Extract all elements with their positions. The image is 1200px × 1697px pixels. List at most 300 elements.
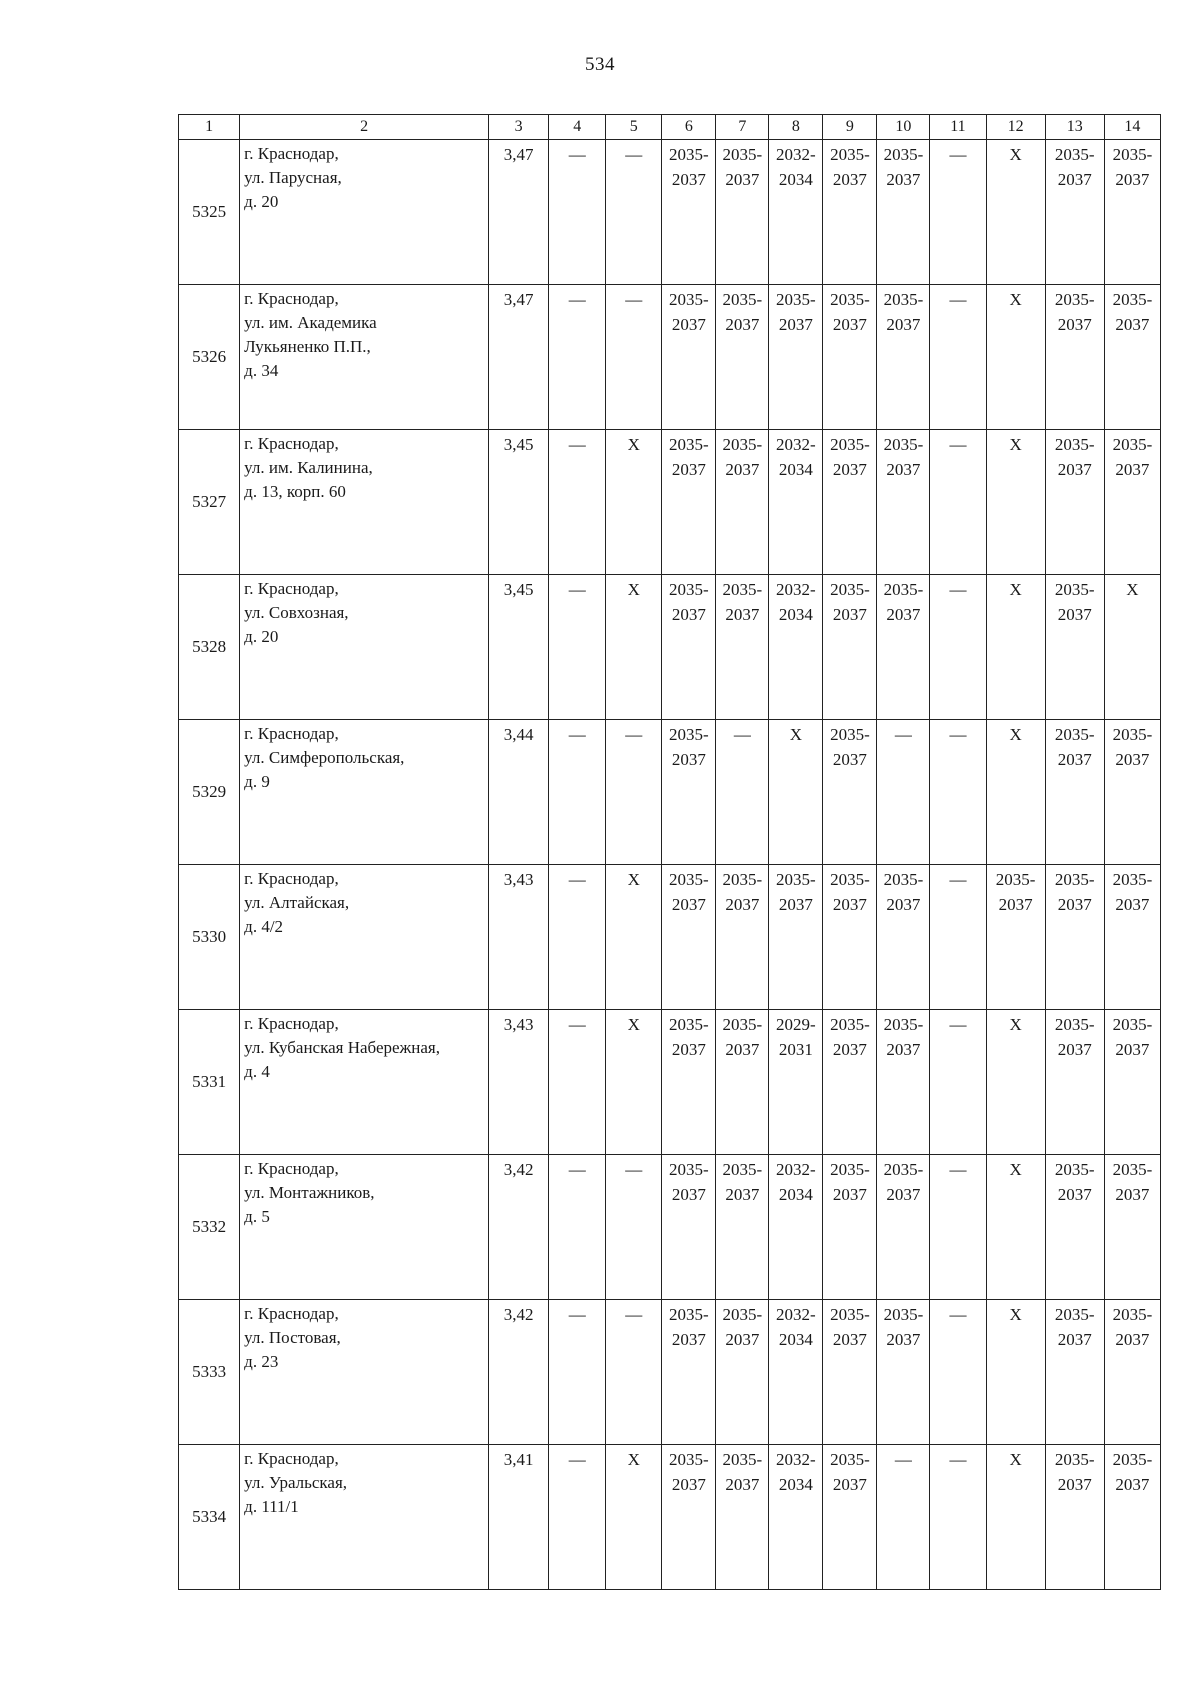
address-line: ул. Монтажников, xyxy=(244,1183,375,1202)
year-range: 2035- 2037 xyxy=(883,580,924,624)
dash-mark: — xyxy=(949,1305,967,1324)
address-line: д. 23 xyxy=(244,1352,279,1371)
value-cell xyxy=(488,720,548,865)
value-cell xyxy=(986,285,1045,430)
year-range: 2035- 2037 xyxy=(776,870,816,914)
row-number: 5329 xyxy=(179,720,240,865)
x-mark: Х xyxy=(1009,580,1022,599)
x-mark: Х xyxy=(1009,725,1022,744)
value-cell xyxy=(930,1010,986,1155)
value-cell xyxy=(769,1445,823,1590)
value-cell xyxy=(986,720,1045,865)
value-cell xyxy=(716,720,769,865)
value-cell xyxy=(716,140,769,285)
table-row xyxy=(179,430,1161,575)
value-cell xyxy=(1104,140,1160,285)
value-cell xyxy=(488,1445,548,1590)
address-line: г. Краснодар, xyxy=(244,869,339,888)
x-mark: Х xyxy=(789,725,803,744)
value-cell xyxy=(986,1010,1045,1155)
value-cell xyxy=(606,865,662,1010)
value-cell xyxy=(1104,285,1160,430)
value-cell xyxy=(823,140,877,285)
value-cell xyxy=(930,575,986,720)
value-cell xyxy=(549,1445,606,1590)
value-cell xyxy=(662,140,716,285)
column-number: 12 xyxy=(986,115,1045,140)
value-cell xyxy=(488,430,548,575)
value-text: 3,47 xyxy=(503,290,534,309)
value-cell xyxy=(662,1010,716,1155)
dash-mark: — xyxy=(568,145,586,164)
address-cell xyxy=(240,575,489,720)
x-mark: Х xyxy=(1009,290,1022,309)
value-cell xyxy=(549,1010,606,1155)
year-range: 2035- 2037 xyxy=(830,1160,870,1204)
value-cell xyxy=(769,1300,823,1445)
table-row xyxy=(179,575,1161,720)
x-mark: Х xyxy=(627,870,640,889)
address-line: д. 13, корп. 60 xyxy=(244,482,346,501)
dash-mark: — xyxy=(568,725,586,744)
value-text: 3,42 xyxy=(503,1305,534,1324)
year-range: 2035- 2037 xyxy=(1112,145,1153,189)
value-cell xyxy=(662,865,716,1010)
value-cell xyxy=(1045,1010,1104,1155)
value-cell xyxy=(769,430,823,575)
address-cell xyxy=(240,1010,489,1155)
value-cell xyxy=(716,1445,769,1590)
year-range: 2035- 2037 xyxy=(668,725,709,769)
value-cell xyxy=(930,865,986,1010)
column-number: 2 xyxy=(240,115,489,140)
year-range: 2035- 2037 xyxy=(995,870,1036,914)
value-cell xyxy=(1104,720,1160,865)
value-cell xyxy=(1045,1155,1104,1300)
x-mark: Х xyxy=(1009,1015,1022,1034)
value-cell xyxy=(716,1010,769,1155)
value-cell xyxy=(877,1155,930,1300)
table-row xyxy=(179,140,1161,285)
value-cell xyxy=(662,575,716,720)
value-cell xyxy=(1045,1445,1104,1590)
address-line: ул. Кубанская Набережная, xyxy=(244,1038,440,1057)
year-range: 2035- 2037 xyxy=(830,145,870,189)
value-cell xyxy=(823,1300,877,1445)
year-range: 2035- 2037 xyxy=(1112,1450,1153,1494)
x-mark: Х xyxy=(627,435,640,454)
column-number: 10 xyxy=(877,115,930,140)
address-cell xyxy=(240,140,489,285)
year-range: 2035- 2037 xyxy=(668,870,709,914)
year-range: 2035- 2037 xyxy=(1054,1305,1095,1349)
year-range: 2035- 2037 xyxy=(883,145,924,189)
dash-mark: — xyxy=(625,145,643,164)
year-range: 2029- 2031 xyxy=(776,1015,816,1059)
address-cell xyxy=(240,720,489,865)
year-range: 2035- 2037 xyxy=(722,1450,763,1494)
value-cell xyxy=(1045,140,1104,285)
x-mark: Х xyxy=(1009,435,1022,454)
value-cell xyxy=(488,140,548,285)
value-cell xyxy=(986,140,1045,285)
address-line: г. Краснодар, xyxy=(244,579,339,598)
year-range: 2035- 2037 xyxy=(722,870,763,914)
value-cell xyxy=(877,1300,930,1445)
row-number: 5326 xyxy=(179,285,240,430)
value-cell xyxy=(662,1155,716,1300)
year-range: 2035- 2037 xyxy=(883,1015,924,1059)
year-range: 2035- 2037 xyxy=(1054,870,1095,914)
value-cell xyxy=(488,1155,548,1300)
column-number: 4 xyxy=(549,115,606,140)
column-number-row xyxy=(179,115,1161,140)
address-line: г. Краснодар, xyxy=(244,1304,339,1323)
value-cell xyxy=(823,1010,877,1155)
value-text: 3,45 xyxy=(503,580,534,599)
value-cell xyxy=(769,285,823,430)
row-number: 5325 xyxy=(179,140,240,285)
year-range: 2035- 2037 xyxy=(883,1305,924,1349)
table-row xyxy=(179,1010,1161,1155)
address-cell xyxy=(240,865,489,1010)
value-text: 3,47 xyxy=(503,145,534,164)
address-cell xyxy=(240,1300,489,1445)
x-mark: Х xyxy=(627,580,640,599)
address-line: г. Краснодар, xyxy=(244,1159,339,1178)
year-range: 2035- 2037 xyxy=(883,870,924,914)
value-cell xyxy=(716,575,769,720)
address-line: ул. Алтайская, xyxy=(244,893,350,912)
value-cell xyxy=(606,1010,662,1155)
year-range: 2032- 2034 xyxy=(776,1450,816,1494)
value-cell xyxy=(986,430,1045,575)
value-cell xyxy=(549,1300,606,1445)
value-cell xyxy=(488,865,548,1010)
value-text: 3,43 xyxy=(503,1015,534,1034)
value-cell xyxy=(877,1010,930,1155)
dash-mark: — xyxy=(568,435,586,454)
value-text: 3,45 xyxy=(503,435,534,454)
address-line: г. Краснодар, xyxy=(244,1449,339,1468)
address-line: Лукьяненко П.П., xyxy=(244,337,371,356)
value-cell xyxy=(549,575,606,720)
dash-mark: — xyxy=(625,1305,643,1324)
address-line: г. Краснодар, xyxy=(244,144,339,163)
row-number: 5327 xyxy=(179,430,240,575)
address-cell xyxy=(240,430,489,575)
address-line: ул. Уральская, xyxy=(244,1473,348,1492)
address-cell xyxy=(240,1445,489,1590)
row-number: 5333 xyxy=(179,1300,240,1445)
address-line: ул. Симферопольская, xyxy=(244,748,405,767)
year-range: 2035- 2037 xyxy=(1054,1450,1095,1494)
value-cell xyxy=(930,285,986,430)
value-cell xyxy=(488,1300,548,1445)
dash-mark: — xyxy=(568,870,586,889)
value-text: 3,43 xyxy=(503,870,534,889)
year-range: 2035- 2037 xyxy=(722,580,763,624)
dash-mark: — xyxy=(949,870,967,889)
table-body xyxy=(179,140,1161,1590)
year-range: 2032- 2034 xyxy=(776,580,816,624)
value-cell xyxy=(606,430,662,575)
value-cell xyxy=(549,865,606,1010)
value-cell xyxy=(716,285,769,430)
value-text: 3,44 xyxy=(503,725,534,744)
year-range: 2035- 2037 xyxy=(722,1160,763,1204)
value-cell xyxy=(606,575,662,720)
year-range: 2035- 2037 xyxy=(1112,1305,1153,1349)
dash-mark: — xyxy=(625,290,643,309)
dash-mark: — xyxy=(568,580,586,599)
year-range: 2035- 2037 xyxy=(830,1450,870,1494)
year-range: 2035- 2037 xyxy=(883,290,924,334)
value-cell xyxy=(769,865,823,1010)
year-range: 2035- 2037 xyxy=(668,145,709,189)
column-number: 9 xyxy=(823,115,877,140)
value-cell xyxy=(986,1445,1045,1590)
column-number: 6 xyxy=(662,115,716,140)
year-range: 2035- 2037 xyxy=(668,1015,709,1059)
row-number: 5330 xyxy=(179,865,240,1010)
year-range: 2032- 2034 xyxy=(776,1305,816,1349)
value-cell xyxy=(606,1445,662,1590)
row-number: 5328 xyxy=(179,575,240,720)
year-range: 2035- 2037 xyxy=(668,1160,709,1204)
value-cell xyxy=(606,285,662,430)
dash-mark: — xyxy=(949,145,967,164)
value-cell xyxy=(488,575,548,720)
address-line: ул. Постовая, xyxy=(244,1328,341,1347)
column-number: 14 xyxy=(1104,115,1160,140)
value-cell xyxy=(877,430,930,575)
value-cell xyxy=(769,140,823,285)
address-line: д. 4 xyxy=(244,1062,270,1081)
year-range: 2035- 2037 xyxy=(1054,1015,1095,1059)
value-cell xyxy=(823,1155,877,1300)
value-cell xyxy=(662,430,716,575)
dash-mark: — xyxy=(733,725,751,744)
value-cell xyxy=(716,1300,769,1445)
value-cell xyxy=(716,865,769,1010)
value-cell xyxy=(769,720,823,865)
value-cell xyxy=(1045,575,1104,720)
year-range: 2035- 2037 xyxy=(830,580,870,624)
dash-mark: — xyxy=(568,1450,586,1469)
column-number: 5 xyxy=(606,115,662,140)
year-range: 2032- 2034 xyxy=(776,435,816,479)
value-cell xyxy=(549,430,606,575)
dash-mark: — xyxy=(568,1015,586,1034)
register-table xyxy=(178,114,1161,1590)
year-range: 2035- 2037 xyxy=(668,1305,709,1349)
address-cell xyxy=(240,1155,489,1300)
x-mark: Х xyxy=(1009,1160,1022,1179)
year-range: 2032- 2034 xyxy=(776,1160,816,1204)
value-cell xyxy=(1104,1155,1160,1300)
year-range: 2035- 2037 xyxy=(830,1305,870,1349)
address-line: г. Краснодар, xyxy=(244,724,339,743)
value-cell xyxy=(716,430,769,575)
year-range: 2035- 2037 xyxy=(830,1015,870,1059)
year-range: 2035- 2037 xyxy=(722,1305,763,1349)
value-cell xyxy=(549,140,606,285)
value-cell xyxy=(1104,1010,1160,1155)
year-range: 2035- 2037 xyxy=(1054,290,1095,334)
table-row xyxy=(179,1445,1161,1590)
value-cell xyxy=(488,285,548,430)
page-number: 534 xyxy=(585,54,615,75)
x-mark: Х xyxy=(1009,1450,1022,1469)
value-cell xyxy=(986,1300,1045,1445)
dash-mark: — xyxy=(894,725,912,744)
column-number: 8 xyxy=(769,115,823,140)
dash-mark: — xyxy=(568,1305,586,1324)
address-line: г. Краснодар, xyxy=(244,434,339,453)
table-row xyxy=(179,285,1161,430)
row-number: 5332 xyxy=(179,1155,240,1300)
year-range: 2035- 2037 xyxy=(722,145,763,189)
table-row xyxy=(179,720,1161,865)
year-range: 2035- 2037 xyxy=(1112,290,1153,334)
dash-mark: — xyxy=(949,1015,967,1034)
dash-mark: — xyxy=(949,290,967,309)
year-range: 2035- 2037 xyxy=(830,435,870,479)
dash-mark: — xyxy=(949,435,967,454)
table-row xyxy=(179,1155,1161,1300)
column-number: 11 xyxy=(930,115,986,140)
dash-mark: — xyxy=(625,1160,643,1179)
address-line: д. 4/2 xyxy=(244,917,284,936)
year-range: 2035- 2037 xyxy=(1054,580,1095,624)
dash-mark: — xyxy=(949,1450,967,1469)
value-cell xyxy=(549,285,606,430)
value-cell xyxy=(823,720,877,865)
address-line: г. Краснодар, xyxy=(244,289,339,308)
address-line: ул. Парусная, xyxy=(244,168,342,187)
year-range: 2035- 2037 xyxy=(883,435,924,479)
x-mark: Х xyxy=(1126,580,1139,599)
year-range: 2035- 2037 xyxy=(1112,1015,1153,1059)
value-cell xyxy=(1045,720,1104,865)
dash-mark: — xyxy=(894,1450,912,1469)
dash-mark: — xyxy=(568,290,586,309)
value-cell xyxy=(606,140,662,285)
value-cell xyxy=(930,140,986,285)
value-cell xyxy=(823,1445,877,1590)
value-cell xyxy=(930,1445,986,1590)
column-number: 13 xyxy=(1045,115,1104,140)
year-range: 2035- 2037 xyxy=(668,435,709,479)
year-range: 2035- 2037 xyxy=(668,1450,709,1494)
year-range: 2035- 2037 xyxy=(830,290,870,334)
year-range: 2035- 2037 xyxy=(1054,725,1095,769)
value-cell xyxy=(1045,285,1104,430)
address-line: д. 5 xyxy=(244,1207,270,1226)
year-range: 2035- 2037 xyxy=(830,870,870,914)
value-cell xyxy=(549,1155,606,1300)
address-line: д. 20 xyxy=(244,627,279,646)
year-range: 2035- 2037 xyxy=(1054,1160,1095,1204)
year-range: 2032- 2034 xyxy=(776,145,816,189)
value-cell xyxy=(1104,865,1160,1010)
value-cell xyxy=(986,575,1045,720)
value-cell xyxy=(716,1155,769,1300)
address-line: г. Краснодар, xyxy=(244,1014,339,1033)
value-cell xyxy=(662,720,716,865)
value-cell xyxy=(1045,1300,1104,1445)
address-line: д. 9 xyxy=(244,772,270,791)
year-range: 2035- 2037 xyxy=(883,1160,924,1204)
year-range: 2035- 2037 xyxy=(1112,725,1153,769)
value-text: 3,41 xyxy=(503,1450,534,1469)
value-cell xyxy=(1045,430,1104,575)
value-cell xyxy=(769,1010,823,1155)
value-cell xyxy=(606,1155,662,1300)
address-line: д. 20 xyxy=(244,192,279,211)
value-cell xyxy=(606,1300,662,1445)
address-line: ул. Совхозная, xyxy=(244,603,349,622)
value-cell xyxy=(662,1445,716,1590)
year-range: 2035- 2037 xyxy=(668,290,709,334)
year-range: 2035- 2037 xyxy=(722,435,763,479)
value-cell xyxy=(549,720,606,865)
x-mark: Х xyxy=(1009,145,1022,164)
year-range: 2035- 2037 xyxy=(1112,435,1153,479)
row-number: 5331 xyxy=(179,1010,240,1155)
table-row xyxy=(179,865,1161,1010)
dash-mark: — xyxy=(949,580,967,599)
year-range: 2035- 2037 xyxy=(1112,870,1153,914)
value-cell xyxy=(877,575,930,720)
value-cell xyxy=(877,1445,930,1590)
value-cell xyxy=(606,720,662,865)
dash-mark: — xyxy=(625,725,643,744)
row-number: 5334 xyxy=(179,1445,240,1590)
value-cell xyxy=(823,865,877,1010)
dash-mark: — xyxy=(949,725,967,744)
column-number: 7 xyxy=(716,115,769,140)
address-line: д. 111/1 xyxy=(244,1497,299,1516)
value-cell xyxy=(662,1300,716,1445)
address-line: д. 34 xyxy=(244,361,279,380)
value-cell xyxy=(986,865,1045,1010)
x-mark: Х xyxy=(627,1450,640,1469)
address-line: ул. им. Калинина, xyxy=(244,458,373,477)
dash-mark: — xyxy=(949,1160,967,1179)
value-cell xyxy=(930,720,986,865)
year-range: 2035- 2037 xyxy=(830,725,870,769)
x-mark: Х xyxy=(1009,1305,1022,1324)
value-cell xyxy=(877,865,930,1010)
year-range: 2035- 2037 xyxy=(722,1015,763,1059)
year-range: 2035- 2037 xyxy=(668,580,709,624)
value-cell xyxy=(823,285,877,430)
value-cell xyxy=(930,1300,986,1445)
value-cell xyxy=(1104,1445,1160,1590)
value-cell xyxy=(877,720,930,865)
value-cell xyxy=(769,1155,823,1300)
year-range: 2035- 2037 xyxy=(1054,145,1095,189)
dash-mark: — xyxy=(568,1160,586,1179)
value-cell xyxy=(488,1010,548,1155)
column-number: 3 xyxy=(488,115,548,140)
column-number: 1 xyxy=(179,115,240,140)
value-cell xyxy=(877,140,930,285)
year-range: 2035- 2037 xyxy=(722,290,763,334)
value-text: 3,42 xyxy=(503,1160,534,1179)
